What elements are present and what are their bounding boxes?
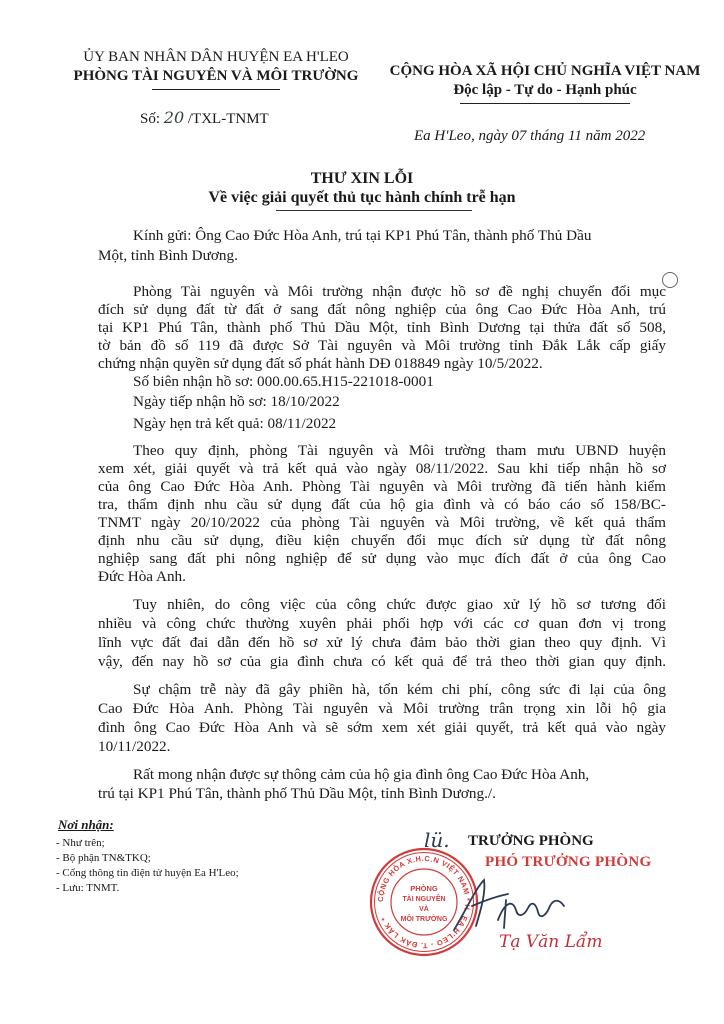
- issuing-authority-block: [48, 48, 384, 90]
- letter-subject: Về việc giải quyết thủ tục hành chính trễ hạn: [208, 189, 516, 206]
- recipient-line: Kính gửi: Ông Cao Đức Hòa Anh, trú tại KP1 Phú Tân, thành phố Thủ Dầu: [133, 227, 592, 244]
- org-underline: [152, 89, 280, 90]
- paragraph-line: Theo quy định, phòng Tài nguyên và Môi trường tham mưu UBND huyện: [133, 442, 666, 459]
- seal-center-line: VÀ: [419, 906, 429, 913]
- handwritten-signature-icon: [446, 870, 576, 940]
- national-motto: Độc lập - Tự do - Hạnh phúc: [453, 82, 637, 98]
- seal-center-line: TÀI NGUYÊN: [402, 896, 446, 903]
- deputy-stamp-text: PHÓ TRƯỞNG PHÒNG: [485, 854, 652, 870]
- due-date: Ngày hẹn trả kết quả: 08/11/2022: [133, 415, 337, 432]
- paragraph-line: Sự chậm trễ này đã gây phiền hà, tốn kém chi phí, công sức đi lại của ông: [133, 681, 666, 698]
- paragraph-line: Rất mong nhận được sự thông cảm của hộ gia đình ông Cao Đức Hòa Anh,: [133, 766, 590, 783]
- handwritten-initials: lü.: [424, 828, 450, 852]
- recipients-list: [56, 836, 239, 896]
- signer-name: Tạ Văn Lẩm: [499, 932, 603, 952]
- paragraph-line: lĩnh vực đất đai dẫn đến hồ sơ xử lý chưa đảm bảo thời gian theo quy định. Vì: [98, 634, 666, 651]
- recipient-item: - Cổng thông tin điện tử huyện Ea H'Leo;: [56, 867, 239, 879]
- letter-title: THƯ XIN LỖI: [310, 170, 414, 187]
- motto-underline: [460, 103, 630, 104]
- handwritten-number: 20: [163, 108, 185, 127]
- paragraph-line: vậy, đến nay hồ sơ của gia đình chưa có kết quả để trả theo thời gian quy định.: [98, 653, 666, 670]
- recipients-heading: Nơi nhận:: [58, 817, 114, 832]
- document-number: Số: 20 /TXL-TNMT: [140, 108, 269, 127]
- org-name: PHÒNG TÀI NGUYÊN VÀ MÔI TRƯỜNG: [73, 68, 359, 84]
- paragraph-line: Tuy nhiên, do công việc của công chức được giao xử lý hồ sơ tương đối: [133, 596, 666, 613]
- paragraph-line: nhiều và công chức thường xuyên phải phối hợp với các cơ quan đơn vị trong: [98, 615, 666, 632]
- paragraph-line: Cao Đức Hòa Anh. Phòng Tài nguyên và Môi trường trân trọng xin lỗi hộ gia: [98, 700, 666, 717]
- paragraph-line: định nhu cầu sử dụng, điều kiện chuyển đổi mục đích sử dụng từ đất nông: [98, 532, 666, 549]
- paragraph-line: tra, thẩm định nhu cầu sử dụng đất của hộ gia đình và có báo cáo số 158/BC-: [98, 496, 666, 513]
- paragraph-line: Đức Hòa Anh.: [98, 568, 186, 585]
- paragraph-line: Phòng Tài nguyên và Môi trường nhận được hồ sơ đề nghị chuyển đổi mục: [133, 283, 666, 300]
- paragraph-line: nghiệp sang đất phi nông nghiệp để sử dụng vào mục đích đất ở của ông Cao: [98, 550, 666, 567]
- paragraph-line: tờ bản đồ số 119 đã được Sở Tài nguyên và Môi trường tỉnh Đắk Lắk cấp giấy: [98, 337, 666, 354]
- paragraph-line: trú tại KP1 Phú Tân, thành phố Thủ Dầu Một, tỉnh Bình Dương./.: [98, 785, 496, 802]
- paragraph-line: chứng nhận quyền sử dụng đất số phát hành DĐ 018849 ngày 10/5/2022.: [98, 355, 543, 372]
- paragraph-line: đích sử dụng đất từ đất ở sang đất nông nghiệp của ông Cao Đức Hòa Anh, trú: [98, 301, 666, 318]
- signer-position: TRƯỞNG PHÒNG: [468, 833, 594, 849]
- recipient-item: - Như trên;: [56, 837, 105, 849]
- seal-ring-text: CỘNG HÒA X.H.C.N VIỆT NAM * H. EA H'LEO - T. ĐẮK LẮK *: [375, 853, 473, 951]
- seal-center-line: MÔI TRƯỜNG: [400, 916, 448, 923]
- org-parent: ỦY BAN NHÂN DÂN HUYỆN EA H'LEO: [83, 49, 349, 65]
- paragraph-line: đình ông Cao Đức Hòa Anh và sẽ sớm xem xét giải quyết, trả kết quả vào ngày: [98, 719, 666, 736]
- paragraph-line: xem xét, giải quyết và trả kết quả vào ngày 08/11/2022. Sau khi tiếp nhận hồ sơ: [98, 460, 666, 477]
- recipient-item: - Lưu: TNMT.: [56, 882, 120, 894]
- recipient-item: - Bộ phận TN&TKQ;: [56, 852, 151, 864]
- receipt-date: Ngày tiếp nhận hồ sơ: 18/10/2022: [133, 393, 340, 410]
- seal-center-line: PHÒNG: [410, 884, 438, 893]
- country-name: CỘNG HÒA XÃ HỘI CHỦ NGHĨA VIỆT NAM: [389, 63, 701, 79]
- recipient-line: Một, tỉnh Bình Dương.: [98, 247, 238, 264]
- paragraph-line: 10/11/2022.: [98, 738, 171, 755]
- paragraph-line: tại KP1 Phú Tân, thành phố Thủ Dầu Một, tỉnh Bình Dương tại thửa đất số 508,: [98, 319, 666, 336]
- subject-underline: [276, 210, 472, 211]
- paragraph-line: của ông Cao Đức Hòa Anh. Phòng Tài nguyên và Môi trường đã tiến hành kiểm: [98, 478, 666, 495]
- paragraph-line: TNMT ngày 20/10/2022 của phòng Tài nguyên và Môi trường, về kết quả thẩm: [98, 514, 666, 531]
- place-date: Ea H'Leo, ngày 07 tháng 11 năm 2022: [414, 128, 646, 144]
- receipt-number: Số biên nhận hồ sơ: 000.00.65.H15-221018-0001: [133, 373, 434, 390]
- national-title-block: [380, 62, 710, 104]
